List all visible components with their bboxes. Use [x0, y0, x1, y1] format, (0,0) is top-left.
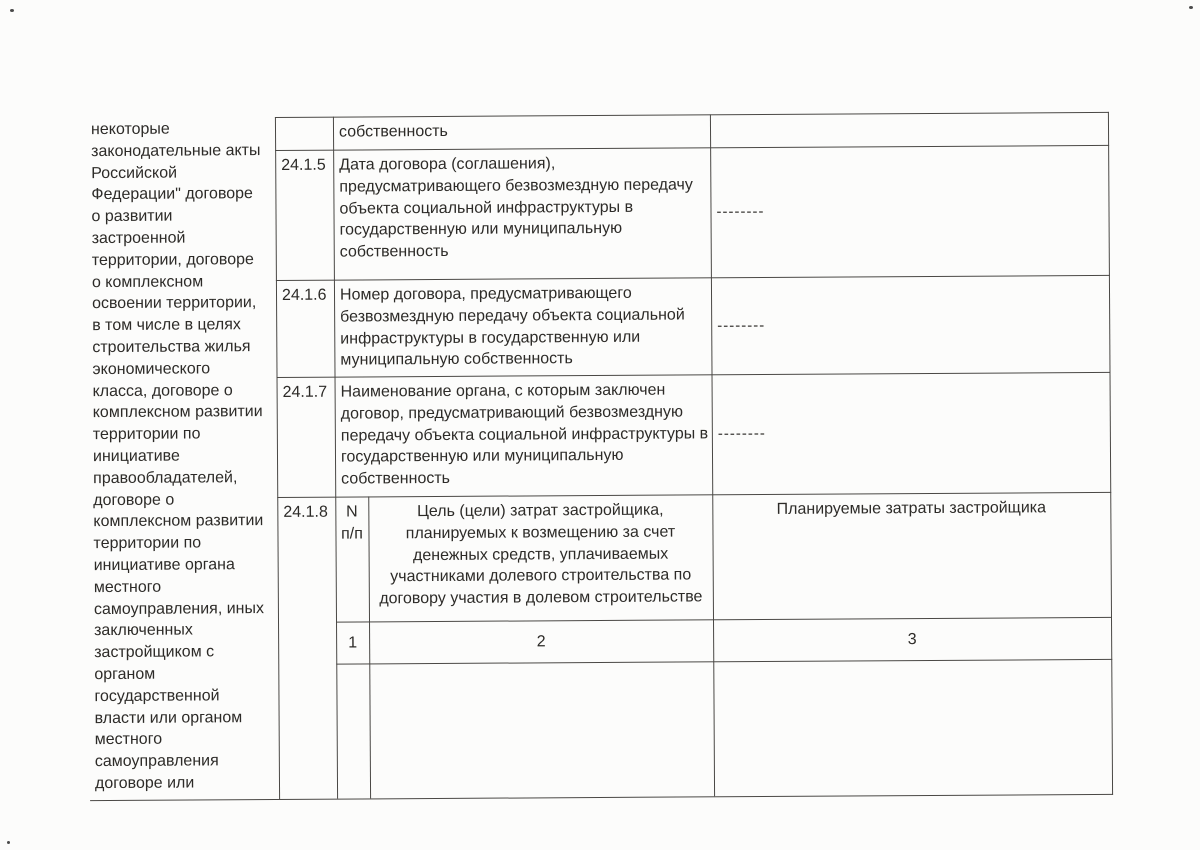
row-divider: [275, 145, 1109, 151]
subtable-colnum-1: 1: [348, 634, 358, 652]
column-divider: [333, 117, 338, 799]
subtable-number-divider: [336, 659, 1112, 665]
subtable-colnum-3: 3: [907, 631, 917, 649]
row-number: 24.1.6: [281, 286, 327, 304]
row-number: 24.1.5: [281, 156, 326, 174]
row-divider: [277, 372, 1111, 378]
row-value: --------: [716, 203, 765, 221]
subtable-header-costs: Планируемые затраты застройщика: [776, 499, 1047, 518]
table-border-top: [275, 112, 1109, 118]
left-cell-text: некоторые законодательные акты Российской Федерации" договоре о развитии застроенной территории, договоре о комплексном освоении территории, в том числе в целях строительства жилья экономического класса, договоре о комплексном развитии территории по инициативе правообладателей, договоре о комплексном развитии территории по инициативе органа местного самоуправления, иных заключенных застройщиком с органом государственной власти или органом местного самоуправления договоре или: [90, 120, 265, 792]
row-label: Дата договора (соглашения), предусматривающего безвозмездную передачу объекта социальной инфраструктуры в государственную или муниципальную собственность: [339, 155, 693, 261]
column-divider: [710, 114, 715, 796]
table-border-right: [1108, 112, 1113, 795]
subtable-colnum-2: 2: [536, 633, 546, 651]
row-label: Наименование органа, с которым заключен договор, предусматривающий безвозмездную передачу объекта социальной инфраструктуры в государственную или муниципальную собственность: [340, 381, 709, 488]
row-label: Номер договора, предусматривающего безвозмездную передачу объекта социальной инфраструктуры в государственную или муниципальную собственность: [339, 284, 685, 369]
row-number: 24.1.8: [283, 503, 328, 521]
row-value: --------: [717, 425, 766, 443]
row-divider: [276, 275, 1110, 281]
subtable-header-goal: Цель (цели) затрат застройщика, планируемых к возмещению за счет денежных средств, уплачиваемых участниками долевого строительства по договору участия в долевом строительстве: [379, 501, 703, 608]
row-value-cell: [718, 373, 859, 494]
carryover-label: собственность: [338, 122, 448, 141]
subtable-header-npp: N п/п: [341, 503, 363, 543]
subtable-header-divider: [336, 617, 1112, 623]
row-value-cell: [716, 146, 857, 277]
row-value-cell: [717, 276, 858, 374]
table-border-bottom: [90, 794, 1113, 801]
row-number: 24.1.7: [282, 383, 328, 401]
row-value: --------: [717, 316, 766, 334]
